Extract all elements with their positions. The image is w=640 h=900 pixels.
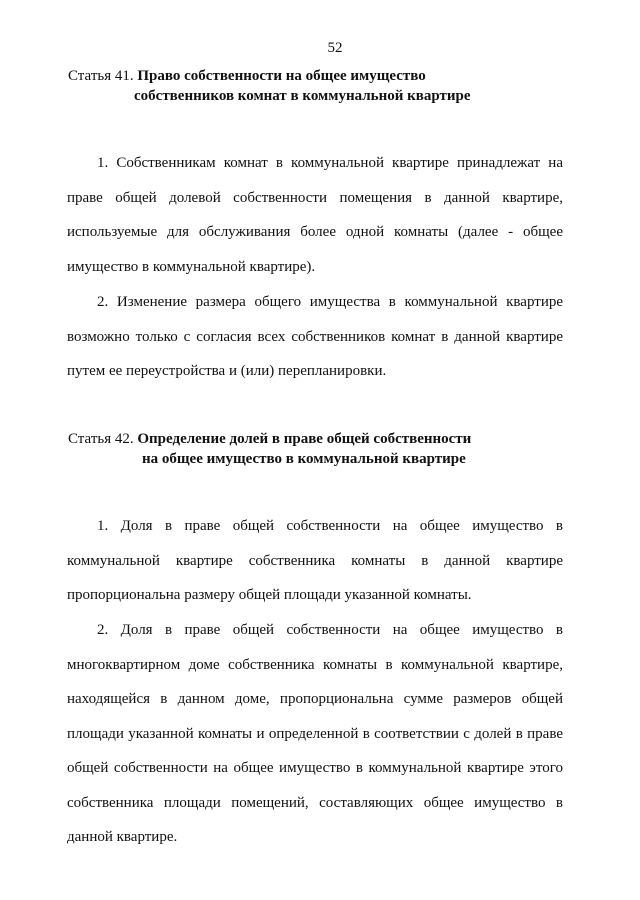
article-42-prefix: Статья 42. [68,431,134,447]
article-41-heading [68,66,588,106]
article-41-prefix: Статья 41. [68,68,134,84]
article-41-paragraph-1: 1. Собственникам комнат в коммунальной квартире принадлежат на праве общей долевой собственности помещения в данной квартире, используемые для обслуживания более одной комнаты (далее - общее имущество в коммунальной квартире). [67,155,563,275]
page-number: 52 [327,40,343,56]
article-42-heading [68,429,588,469]
article-42-title-line1: Определение долей в праве общей собственности [137,431,472,447]
article-42-paragraph-1: 1. Доля в праве общей собственности на общее имущество в коммунальной квартире собственника комнаты в данной квартире пропорциональна размеру общей площади указанной комнаты. [67,518,563,603]
article-41-title-line1: Право собственности на общее имущество [137,68,426,84]
article-41-paragraph-2: 2. Изменение размера общего имущества в коммунальной квартире возможно только с согласия всех собственников комнат в данной квартире путем ее переустройства и (или) перепланировки. [67,294,563,379]
article-42-title-line2: на общее имущество в коммунальной квартире [142,451,466,467]
article-41-title-line2: собственников комнат в коммунальной квартире [134,88,471,104]
article-42-paragraph-2: 2. Доля в праве общей собственности на общее имущество в многоквартирном доме собственника комнаты в коммунальной квартире, находящейся в данном доме, пропорциональна сумме размеров общей площади указанной комнаты и определенной в соответствии с долей в праве общей собственности на общее имущество в коммунальной квартире этого собственника площади помещений, составляющих общее имущество в данной квартире. [67,622,563,845]
